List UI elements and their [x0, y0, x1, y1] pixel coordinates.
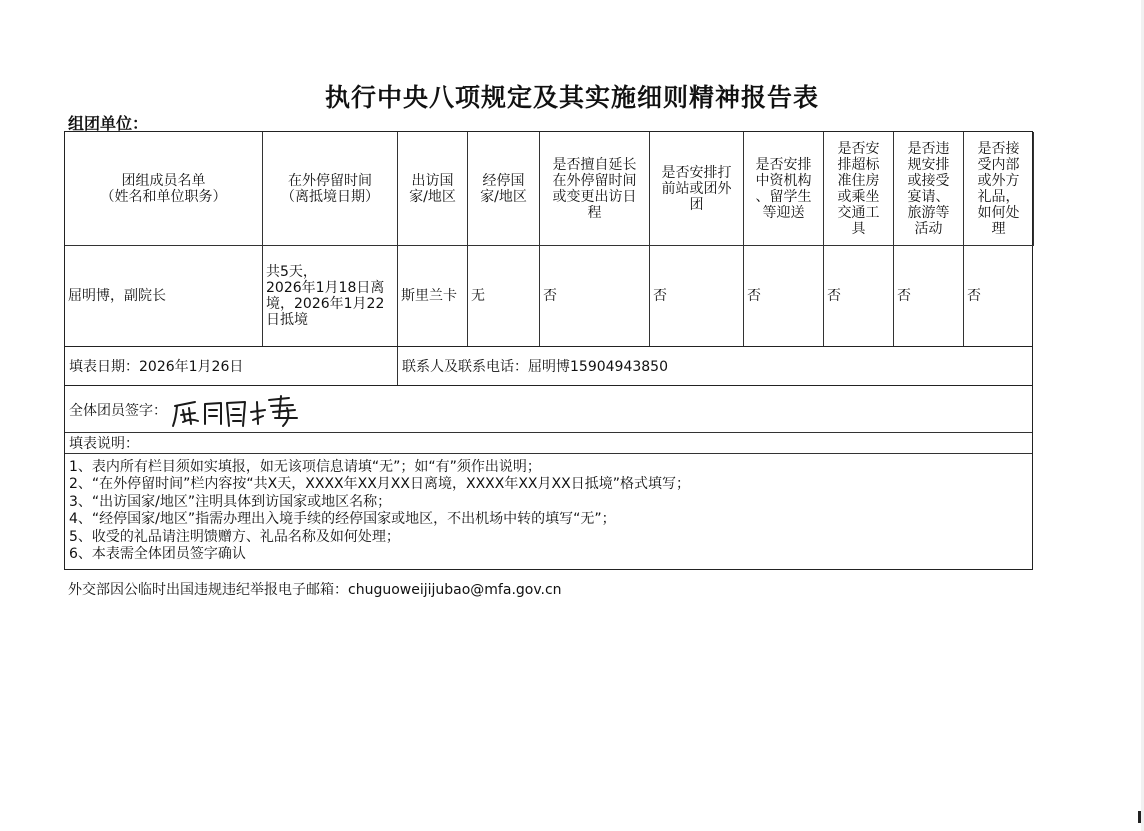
handwritten-signature — [171, 388, 361, 430]
notes-list — [65, 454, 1032, 569]
unit-label: 组团单位： — [68, 114, 149, 133]
header-transit: 经停国 家/地区 — [468, 132, 540, 246]
report-form — [64, 131, 1033, 570]
table-cell-advance: 否 — [650, 246, 744, 346]
header-extend-stay: 是否擅自延长 在外停留时间 或变更出访日 程 — [540, 132, 650, 246]
table-cell-reception: 否 — [744, 246, 824, 346]
note-item: 3、“出访国家/地区”注明具体到访国家或地区名称； — [69, 493, 392, 510]
header-member-list: 团组成员名单 （姓名和单位职务） — [65, 132, 263, 246]
report-email-footer: 外交部因公临时出国违规违纪举报电子邮箱：chuguoweijijubao@mfa.gov.cn — [68, 582, 562, 598]
signature-row — [65, 386, 1032, 433]
note-item: 6、本表需全体团员签字确认 — [69, 546, 246, 563]
header-stay-duration: 在外停留时间 （离抵境日期） — [263, 132, 398, 246]
table-cell-destination: 斯里兰卡 — [398, 246, 468, 346]
note-item: 5、收受的礼品请注明馈赠方、礼品名称及如何处理； — [69, 528, 400, 545]
notes-title: 填表说明： — [65, 433, 1032, 454]
table-cell-stay: 共5天， 2026年1月18日离 境，2026年1月22 日抵境 — [263, 246, 398, 346]
note-item: 1、表内所有栏目须如实填报，如无该项信息请填“无”；如“有”须作出说明； — [69, 459, 541, 475]
note-item: 4、“经停国家/地区”指需办理出入境手续的经停国家或地区，不出机场中转的填写“无”； — [69, 511, 616, 528]
header-advance-team: 是否安排打 前站或团外 团 — [650, 132, 744, 246]
header-reception: 是否安排 中资机构 、留学生 等迎送 — [744, 132, 824, 246]
scan-mark — [1138, 811, 1141, 823]
contact-info: 联系人及联系电话：屈明博15904943850 — [402, 359, 668, 375]
header-lodging: 是否安 排超标 准住房 或乘坐 交通工 具 — [824, 132, 894, 246]
info-row — [65, 347, 1032, 386]
table-cell-lodging: 否 — [824, 246, 894, 346]
signature-label: 全体团员签字： — [69, 403, 167, 419]
table-cell-member: 屈明博，副院长 — [65, 246, 263, 346]
header-destination: 出访国 家/地区 — [398, 132, 468, 246]
table-cell-extend: 否 — [540, 246, 650, 346]
table-cell-banquet: 否 — [894, 246, 964, 346]
report-table — [65, 132, 1032, 347]
table-cell-transit: 无 — [468, 246, 540, 346]
fill-date: 填表日期：2026年1月26日 — [65, 347, 398, 385]
header-gifts: 是否接 受内部 或外方 礼品， 如何处 理 — [964, 132, 1034, 246]
header-banquet: 是否违 规安排 或接受 宴请、 旅游等 活动 — [894, 132, 964, 246]
page-title: 执行中央八项规定及其实施细则精神报告表 — [324, 83, 819, 112]
table-cell-gifts: 否 — [967, 288, 981, 304]
note-item: 2、“在外停留时间”栏内容按“共X天，XXXX年XX月XX日离境，XXXX年XX月XX日抵境”格式填写； — [69, 476, 690, 493]
